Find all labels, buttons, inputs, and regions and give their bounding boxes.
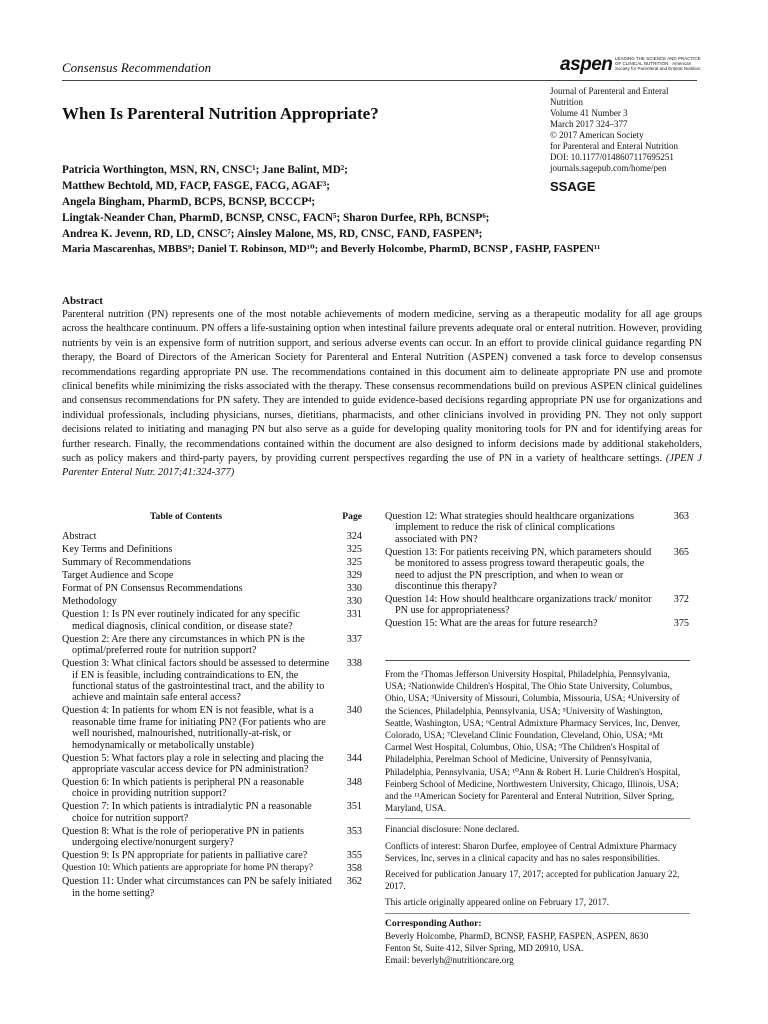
toc-entry-page: 344 [346,752,362,764]
journal-line: for Parenteral and Enteral Nutrition [550,141,678,151]
toc-entry[interactable] [62,826,362,849]
toc-entry-label: Question 7: In which patients is intradialytic PN a reasonable choice for nutrition support? [62,801,312,824]
journal-info [550,86,710,174]
toc-header [62,511,362,522]
corresponding-line: Fenton St, Suite 412, Silver Spring, MD 20910, USA. [385,943,584,954]
toc-entry-label: Key Terms and Definitions [62,544,173,556]
toc-entry[interactable] [385,547,689,593]
toc-entry-label: Question 5: What factors play a role in selecting and placing the appropriate vascular access device for PN administration? [62,752,324,776]
toc-entry-label: Target Audience and Scope [62,570,174,582]
logo-wordmark: aspen [560,54,613,75]
toc-entry-label: Question 11: Under what circumstances can PN be safely initiated in the home setting? [62,876,332,899]
toc-entry-label: Question 8: What is the role of perioperative PN in patients undergoing elective/nonurgent surgery? [62,825,304,849]
toc-entry[interactable] [62,531,362,542]
online-date: This article originally appeared online on February 17, 2017. [385,897,610,908]
notes-divider [385,818,690,819]
toc-entry[interactable] [62,544,362,555]
abstract-heading: Abstract [62,295,103,307]
notes-rule [385,660,690,661]
toc-entry[interactable] [62,609,362,632]
logo-tagline: LEADING THE SCIENCE AND PRACTICE OF CLINICAL NUTRITION · American Society for Parenteral and Enteral Nutrition [615,56,701,71]
journal-line: © 2017 American Society [550,130,644,140]
author-line: Patricia Worthington, MSN, RN, CNSC¹; Jane Balint, MD²; [62,164,348,176]
toc-entry[interactable] [62,876,362,899]
toc-entry-label: Question 13: For patients receiving PN, which parameters should be monitored to assess progress toward therapeutic goals, the need to adjust the PN prescription, and when to wean or discontinue this therapy? [385,546,652,593]
toc-entry-label: Question 15: What are the areas for future research? [385,618,598,630]
toc-entry[interactable] [62,801,362,824]
toc-entry-label: Methodology [62,596,117,608]
journal-line: DOI: 10.1177/0148607117695251 [550,152,674,162]
toc-entry-page: 355 [346,850,362,862]
section-label: Consensus Recommendation [62,60,212,75]
toc-entry[interactable] [62,583,362,594]
header-rule [62,80,697,81]
toc-entry[interactable] [62,570,362,581]
corresponding-heading: Corresponding Author: [385,917,482,929]
abstract-body [62,308,702,481]
toc-entry[interactable] [62,850,362,861]
toc-entry[interactable] [62,596,362,607]
abstract-citation: (JPEN J Parenter Enteral Nutr. 2017;41:324-377) [62,453,702,479]
toc-page-heading: Page [342,511,362,522]
toc-entry-label: Question 3: What clinical factors should be assessed to determine if EN is feasible, including contraindications to EN, the functional status of the gastrointestinal tract, and the ability to achieve and maintain safe enteral access? [62,658,330,704]
journal-url[interactable]: journals.sagepub.com/home/pen [550,163,667,173]
table-of-contents-right [385,511,689,631]
abstract-text: Parenteral nutrition (PN) represents one of the most notable achievements of modern medicine, serving as a therapeutic modality for all age groups across the healthcare continuum. PN offers a life-sustaining option when intestinal failure prevents adequate oral or enteral nutrition. However, providing nutrients by vein is an expensive form of nutrition support, and serious adverse events can occur. In an effort to provide clinical guidance regarding PN therapy, the Board of Directors of the American Society for Parenteral and Enteral Nutrition (ASPEN) convened a task force to develop consensus recommendations regarding appropriate PN use. The recommendations contained in this document aim to delineate appropriate PN use and promote clinical benefits while minimizing the risks associated with the therapy. These consensus recommendations build on previous ASPEN clinical guidelines and consensus recommendations for PN safety. They are intended to guide evidence-based decisions regarding appropriate PN use for organizations and individual professionals, including physicians, nurses, dietitians, pharmacists, and other clinicians involved in providing PN. They not only support decisions related to initiating and managing PN but also serve as a guide for developing quality monitoring tools for PN and for identifying areas for further research. Finally, the recommendations contained within the document are also designed to inform decisions made by additional stakeholders, such as policy makers and third-party payers, by providing current perspectives regarding the use of PN in a variety of healthcare settings. [62,309,702,465]
toc-entry-label: Question 4: In patients for whom EN is not feasible, what is a reasonable time frame for initiating PN? (For patients who are well nourished, malnourished, nutritionally-at-risk, or hemodynamically or metabolically unstable) [62,705,326,751]
toc-entry-page: 365 [673,546,689,558]
toc-entry-page: 338 [346,658,362,670]
toc-entry-page: 325 [346,557,362,569]
journal-line: Nutrition [550,97,583,107]
article-title: When Is Parenteral Nutrition Appropriate? [62,104,379,123]
toc-entry[interactable] [62,863,362,874]
author-line: Maria Mascarenhas, MBBS⁹; Daniel T. Robinson, MD¹⁰; and Beverly Holcombe, PharmD, BCNSP , FASHP, FASPEN¹¹ [62,244,601,255]
toc-entry[interactable] [62,777,362,800]
toc-entry[interactable] [62,705,362,751]
toc-entry-label: Question 14: How should healthcare organizations track/ monitor PN use for appropriateness? [385,594,652,617]
toc-heading: Table of Contents [150,511,223,522]
toc-entry-page: 375 [673,618,689,630]
toc-entry-label: Abstract [62,531,97,543]
affiliations: From the ¹Thomas Jefferson University Hospital, Philadelphia, Pennsylvania, USA; ²Nationwide Children's Hospital, The Ohio State University, Columbus, Ohio, USA; ³University of Missouri, Columbia, Missouria, USA; ⁴University of the Sciences, Philadelphia, Pennsylvania, USA; ⁵University of Washington, Seattle, Washington, USA; ⁶Central Admixture Pharmacy Services, Inc, Denver, Colorado, USA; ⁷Cleveland Clinic Foundation, Cleveland, Ohio, USA; ⁸Mt Carmel West Hospital, Columbus, Ohio, USA; ⁹The Children's Hospital of Philadelphia, Perelman School of Medicine, University of Pennsylvania, Philadelphia, Pennsylvania, USA; ¹⁰Ann & Robert H. Lurie Children's Hospital, Feinberg School of Medicine, Northwestern University, Chicago, Illinois, USA; and the ¹¹American Society for Parenteral and Enteral Nutrition, Silver Spring, Maryland, USA. [385,669,681,814]
toc-entry-page: 358 [346,863,362,875]
table-of-contents-left [62,511,362,901]
toc-entry-label: Summary of Recommendations [62,557,192,569]
author-line: Lingtak-Neander Chan, PharmD, BCNSP, CNSC, FACN⁵; Sharon Durfee, RPh, BCNSP⁶; [62,212,490,224]
toc-entry-label: Question 12: What strategies should healthcare organizations implement to reduce the risk of clinical complications associated with PN? [385,511,635,545]
toc-entry-page: 340 [346,705,362,717]
toc-entry-page: 351 [346,801,362,813]
journal-line: Volume 41 Number 3 [550,108,628,118]
toc-entry[interactable] [385,618,689,629]
toc-entry-page: 324 [346,531,362,543]
toc-entry-page: 330 [346,596,362,608]
toc-entry-page: 353 [346,825,362,837]
journal-line: Journal of Parenteral and Enteral [550,86,669,96]
toc-entry-page: 325 [346,544,362,556]
received-dates: Received for publication January 17, 2017; accepted for publication January 22, 2017. [385,869,680,892]
article-notes [385,668,690,966]
toc-entry-label: Question 9: Is PN appropriate for patients in palliative care? [62,850,308,862]
toc-entry-page: 372 [673,594,689,606]
toc-entry-page: 348 [346,777,362,789]
toc-entry-page: 363 [673,511,689,522]
toc-entry-label: Question 1: Is PN ever routinely indicated for any specific medical diagnosis, clinical condition, or disease state? [62,609,300,632]
financial-disclosure: Financial disclosure: None declared. [385,824,520,835]
conflicts-of-interest: Conflicts of interest: Sharon Durfee, employee of Central Admixture Pharmacy Services, Inc, serves in a clinical capacity and has no sales responsibilities. [385,840,677,863]
toc-entry-label: Question 2: Are there any circumstances in which PN is the optimal/preferred route for nutrition support? [62,633,305,657]
toc-entry-label: Format of PN Consensus Recommendations [62,583,243,595]
toc-entry-page: 331 [346,609,362,621]
toc-entry-label: Question 6: In which patients is peripheral PN a reasonable choice in providing nutrition support? [62,777,304,800]
notes-divider [385,913,690,914]
toc-entry[interactable] [385,511,689,545]
sage-logo: SSAGE [550,179,596,194]
toc-entry-page: 362 [346,876,362,888]
author-line: Matthew Bechtold, MD, FACP, FASGE, FACG, AGAF³; [62,180,330,192]
toc-entry-page: 330 [346,583,362,595]
aspen-logo [560,48,700,78]
toc-entry[interactable] [62,557,362,568]
author-list [62,162,702,258]
author-line: Andrea K. Jevenn, RD, LD, CNSC⁷; Ainsley Malone, MS, RD, CNSC, FAND, FASPEN⁸; [62,228,483,240]
toc-entry-page: 337 [346,633,362,645]
toc-entry[interactable] [385,594,689,617]
toc-entry-page: 329 [346,570,362,582]
toc-entry[interactable] [62,658,362,704]
corresponding-line: Beverly Holcombe, PharmD, BCNSP, FASHP, FASPEN, ASPEN, 8630 [385,930,649,941]
toc-entry[interactable] [62,634,362,657]
toc-entry-label: Question 10: Which patients are appropriate for home PN therapy? [62,863,314,874]
corresponding-email[interactable]: Email: beverlyh@nutritioncare.org [385,955,514,966]
author-line: Angela Bingham, PharmD, BCPS, BCNSP, BCCCP⁴; [62,196,316,208]
toc-entry[interactable] [62,753,362,776]
journal-line: March 2017 324–377 [550,119,628,129]
